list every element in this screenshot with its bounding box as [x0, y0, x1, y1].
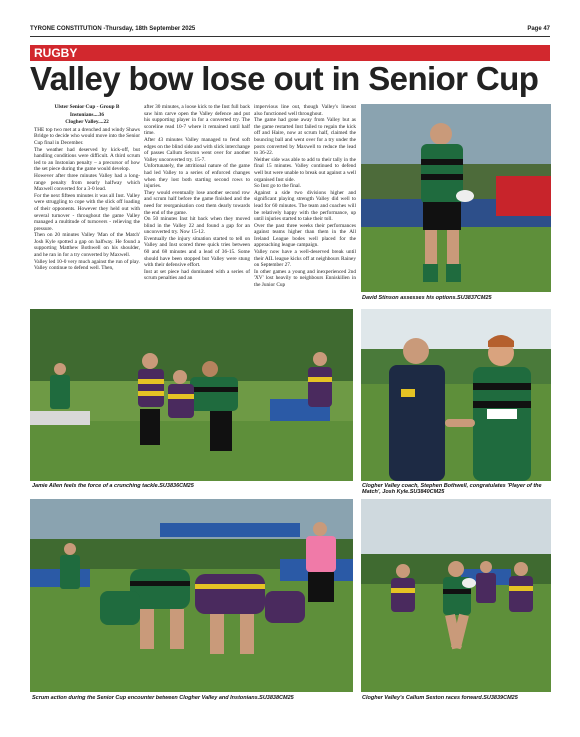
paragraph: The weather had deserved by kick-off, but handling conditions were difficult. A third scrum led to an Instonian penalty – a precursor of how the set piece during the game would develop.: [34, 146, 140, 173]
photo-crunching-tackle: [30, 309, 353, 481]
paragraph: In other games a young and inexperienced 2nd 'XV' lost heavily to neighbours Enniskillen in the Junior Cup: [254, 268, 356, 289]
article-column-1: [34, 104, 140, 272]
paragraph: after 30 minutes, a loose kick to the Inst full back saw him carve open the Valley defence and put his supporting player in for a converted try. The scoreline read 10-7 where it remained until half time.: [144, 104, 250, 137]
article-column-2: [144, 104, 250, 282]
paragraph: So Inst go to the final.: [254, 183, 302, 190]
photo-coach-congratulates: [361, 309, 551, 481]
paragraph: Inst at set piece had dominated with a series of scrum penalties and an: [144, 268, 250, 282]
section-label: RUGBY: [30, 45, 550, 61]
paragraph: Over the past three weeks their performances against teams higher than them in the All Ireland League bodes well placed for the approaching league campaign.: [254, 222, 356, 249]
paragraph: For the next fifteen minutes it was all Inst. Valley were struggling to cope with the slick off loading of their opponents. However they held out with several turnover - throughout the game Valley managed a multitude of turnovers - relieving the pressure.: [34, 192, 140, 232]
paragraph: Then on 20 minutes Valley 'Man of the Match' Josh Kyle spotted a gap on halfway. He found a supporting Matthew Bothwell on his shoulder, and he ran in for a try converted by Maxwell.: [34, 232, 140, 259]
paragraph: Unfortunately, the attritional nature of the game had led Valley to a series of enforced changes when they lost both starting second rows to injuries.: [144, 163, 250, 190]
score-line-2: Clogher Valley....22: [65, 119, 109, 126]
paragraph: However after three minutes Valley had a long-range penalty from nearly halfway which Maxwell converted for a 3-0 lead.: [34, 172, 140, 193]
paragraph: Neither side was able to add to their tally in the final 15 minutes. Valley continued to defend well but were unable to break out against a well organised Inst side.: [254, 156, 356, 183]
caption-photo-4: Scrum action during the Senior Cup encounter between Clogher Valley and Instonians.SU3838CM25: [32, 695, 294, 701]
paragraph: After 43 minutes Valley managed to fend soft edges on the blind side and with slick interchange of passes Callum Sexton went over for another Valley unconverted try. 15-7.: [144, 136, 250, 163]
article-column-3: [254, 104, 356, 289]
page-number: Page 47: [527, 26, 550, 32]
paragraph: Eventually the injury situation started to tell on Valley and Inst scored three quick tries between 60 and 68 minutes and a lead of 36-15. Some should have been stopped but Valley were stung with their defensive effort.: [144, 235, 250, 269]
paragraph: They would eventually lose another second row and scrum half before the game finished and the need for reorganisation cost them dearly towards the end of the game.: [144, 189, 250, 216]
caption-photo-1: David Stinson assesses his options.SU3837CM25: [362, 295, 492, 301]
photo-callum-sexton: [361, 499, 551, 692]
headline: Valley bow lose out in Senior Cup: [30, 60, 539, 97]
publication-line: TYRONE CONSTITUTION -Thursday, 18th September 2025: [30, 26, 196, 32]
caption-photo-5: Clogher Valley's Callum Sexton races forward.SU3839CM25: [362, 695, 518, 701]
paragraph: Valley led 10-0 very much against the run of play.: [34, 258, 140, 265]
paragraph: impervious line out, though Valley's lineout also functioned well throughout.: [254, 104, 356, 117]
caption-photo-3: Clogher Valley coach, Stephen Bothwell, congratulates 'Player of the Match', Josh Kyle.SU3840CM25: [362, 483, 542, 495]
photo-david-stinson: [361, 104, 551, 292]
paragraph: On 50 minutes Inst hit back when they moved blind in the Valley 22 and found a gap for an unconverted try. Now 15-12.: [144, 216, 250, 236]
paragraph: THE top two met at a drenched and windy Shaws Bridge to decide who would move into the Senior Cup final in December.: [34, 126, 140, 146]
score-line-1: Instonians....36: [69, 111, 105, 118]
photo-scrum-action: [30, 499, 353, 692]
paragraph: Valley now have a well-deserved break until their AIL league kicks off at neighbours Rainey on September 27.: [254, 249, 356, 269]
paragraph: Against a side two divisions higher and significant playing strength Valley did well to lead for 60 minutes. The team and coaches will be relatively happy with the performance, up until injuries started to take their toll.: [254, 189, 356, 223]
paragraph: Valley continue to defend well. Then,: [34, 265, 114, 272]
paragraph: The game had gone away from Valley but as the game restarted Inst failed to regain the kick off and Haire, now at scrum half, claimed the bouncing ball and went over for a try under the posts converted by Maxwell to reduce the lead to 36-22.: [254, 117, 356, 157]
fixture-title: Ulster Senior Cup - Group B: [54, 104, 120, 110]
page-header: [30, 26, 550, 37]
caption-photo-2: Jamie Allen feels the force of a crunching tackle.SU3836CM25: [32, 483, 194, 489]
